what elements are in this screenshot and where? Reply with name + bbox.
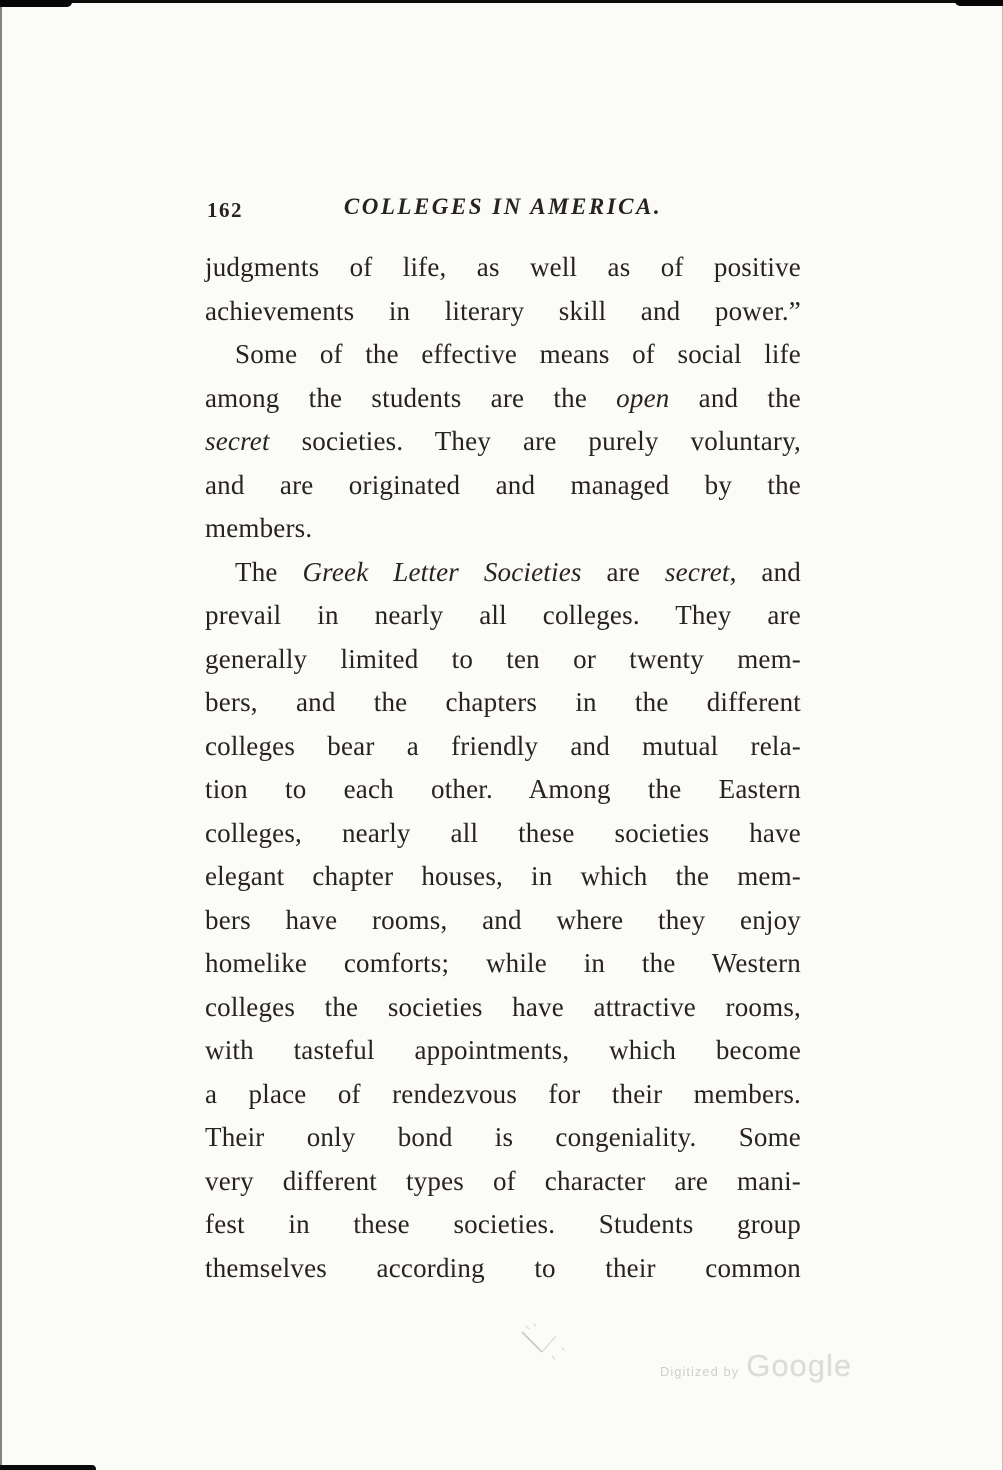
text-segment: fest in these societies. Students group [205,1209,801,1239]
text-segment: Some of the effective means of social life [235,339,801,369]
text-line [205,1203,801,1247]
text-segment: among the students are the [205,382,617,413]
text-line [205,1116,801,1160]
text-line [205,942,801,986]
text-segment: colleges, nearly all these societies have [205,817,801,848]
text-line [205,1247,801,1291]
text-segment: colleges the societies have attractive rooms, [205,991,801,1022]
scan-artifact-top-right [955,0,1003,6]
digitized-watermark [660,1348,852,1384]
google-logo: Google [746,1348,853,1383]
text-segment: bers, and the chapters in the different [205,687,801,717]
running-title: COLLEGES IN AMERICA. [343,194,663,219]
text-segment: achievements in literary skill and power.” [205,295,801,326]
text-line [205,377,801,421]
text-segment-italic: secret [205,426,270,456]
text-line [205,638,801,682]
text-segment: elegant chapter houses, in which the mem- [205,861,801,891]
pencil-mark [512,1318,582,1368]
text-line [205,899,801,943]
running-head [205,194,801,228]
text-line [205,333,801,377]
text-line [205,551,801,595]
scan-artifact-top-edge [0,0,1003,3]
text-segment: societies. They are purely voluntary, [269,426,801,456]
text-segment: The [235,556,303,587]
text-line [205,290,801,334]
text-segment: homelike comforts; while in the Western [205,948,801,978]
text-segment: very different types of character are mani- [205,1165,801,1196]
text-segment: , and [729,556,801,587]
scan-artifact-top-left [0,0,72,7]
scan-artifact-left-edge [0,0,2,1470]
text-segment: prevail in nearly all colleges. They are [205,600,801,630]
text-line [205,1160,801,1204]
text-segment-italic: secret [664,556,730,587]
text-segment: and are originated and managed by the [205,469,801,500]
text-segment: a place of rendezvous for their members. [205,1078,801,1109]
text-line [205,1029,801,1073]
scan-artifact-bottom-left [0,1465,96,1470]
text-segment: tion to each other. Among the Eastern [205,774,801,804]
text-line [205,246,801,290]
text-line [205,464,801,508]
text-segment: Their only bond is congeniality. Some [205,1122,801,1152]
text-segment-italic: open [616,382,670,413]
page-number: 162 [207,198,243,222]
text-line [205,507,801,551]
text-segment: bers have rooms, and where they enjoy [205,904,801,935]
text-line [205,812,801,856]
text-segment: themselves according to their common [205,1252,801,1283]
text-segment: judgments of life, as well as of positive [205,252,801,282]
watermark-prefix: Digitized by [660,1364,740,1379]
text-line [205,1073,801,1117]
text-segment: members. [205,513,313,543]
text-segment-italic: Greek Letter Societies [302,556,582,587]
text-line [205,594,801,638]
text-segment: with tasteful appointments, which become [205,1035,801,1065]
text-line [205,420,801,464]
body-text [205,246,801,1290]
text-line [205,681,801,725]
text-line [205,768,801,812]
text-segment: generally limited to ten or twenty mem- [205,643,801,674]
text-segment: colleges bear a friendly and mutual rela- [205,730,801,761]
text-segment: are [581,556,665,587]
text-segment: and the [669,382,801,413]
text-line [205,855,801,899]
text-line [205,725,801,769]
text-line [205,986,801,1030]
